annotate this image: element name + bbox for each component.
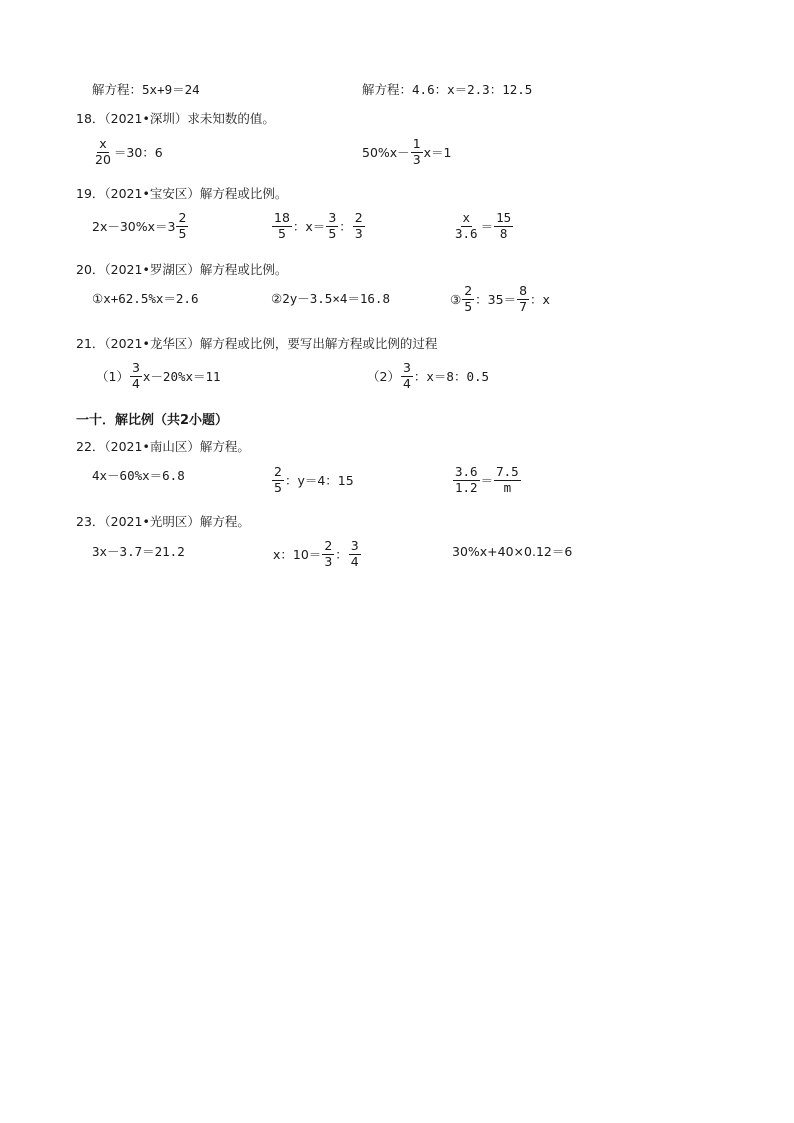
fraction: $\frac{15}{8}$ [496, 210, 512, 241]
q20-equation-c: ③ $\frac{2}{5}$ ：35＝ $\frac{8}{7}$ ：x [450, 283, 550, 314]
fraction: $\frac{3}{4}$ [350, 538, 359, 569]
q17-equation-b: 解方程： 4.6：x＝2.3：12.5 [362, 82, 533, 97]
fraction: $\frac{2}{3}$ [354, 210, 363, 241]
q20-title: 20．（2021•罗湖区）解方程或比例。 [76, 262, 288, 277]
fraction: $\frac{3}{4}$ [402, 360, 411, 391]
fraction: $\frac{2}{5}$ [274, 464, 282, 495]
fraction: $\frac{x}{20}$ [95, 136, 111, 167]
fraction: $\frac{18}{5}$ [274, 210, 290, 241]
q18-equation-a: $\frac{x}{20}$ ＝30：6 [95, 136, 163, 167]
fraction: $\frac{x}{3.6}$ [455, 210, 478, 241]
fraction: $\frac{3}{5}$ [328, 210, 337, 241]
fraction: $\frac{8}{7}$ [519, 283, 528, 314]
q21-equation-2: （2） $\frac{3}{4}$ ：x＝8：0.5 [367, 360, 490, 391]
q19-equation-a: 2x－30%x＝3 $\frac{2}{5}$ [92, 210, 187, 241]
q22-equation-b: $\frac{2}{5}$ ：y＝4：15 [274, 464, 354, 495]
q22-title: 22．（2021•南山区）解方程。 [76, 439, 250, 454]
q23-equation-a: 3x－3.7＝21.2 [92, 544, 185, 559]
fraction: $\frac{2}{5}$ [178, 210, 187, 241]
q23-title: 23．（2021•光明区）解方程。 [76, 514, 250, 529]
q20-equation-b: ②2y－3.5×4＝16.8 [271, 291, 390, 306]
q19-title: 19．（2021•宝安区）解方程或比例。 [76, 186, 288, 201]
q21-title: 21．（2021•龙华区）解方程或比例，要写出解方程或比例的过程 [76, 336, 438, 351]
q22-equation-c: $\frac{3.6}{1.2}$ ＝ $\frac{7.5}{m}$ [455, 464, 519, 495]
q19-equation-c: $\frac{x}{3.6}$ ＝ $\frac{15}{8}$ [455, 210, 512, 241]
q19-equation-b: $\frac{18}{5}$ ：x＝ $\frac{3}{5}$ ： $\frac{2}{3}$ [274, 210, 363, 241]
fraction: $\frac{2}{5}$ [464, 283, 473, 314]
fraction: $\frac{3}{4}$ [131, 360, 140, 391]
q17-equation-a: 解方程： 5x+9＝24 [92, 82, 200, 97]
fraction: $\frac{3.6}{1.2}$ [455, 464, 478, 495]
q21-equation-1: （1） $\frac{3}{4}$ x－20%x＝11 [96, 360, 221, 391]
q20-equation-a: ①x+62.5%x＝2.6 [92, 291, 199, 306]
fraction: $\frac{7.5}{m}$ [496, 464, 519, 495]
fraction: $\frac{2}{3}$ [324, 538, 333, 569]
q23-equation-c: 30%x+40×0.12＝6 [452, 544, 573, 559]
fraction: $\frac{1}{3}$ [412, 136, 421, 167]
q22-equation-a: 4x－60%x＝6.8 [92, 468, 185, 483]
q23-equation-b: x：10＝ $\frac{2}{3}$ ： $\frac{3}{4}$ [273, 538, 359, 569]
section-heading: 一十．解比例（共2小题） [76, 413, 229, 428]
q18-equation-b: 50%x－ $\frac{1}{3}$ x＝1 [362, 136, 452, 167]
q18-title: 18．（2021•深圳）求未知数的值。 [76, 111, 275, 126]
